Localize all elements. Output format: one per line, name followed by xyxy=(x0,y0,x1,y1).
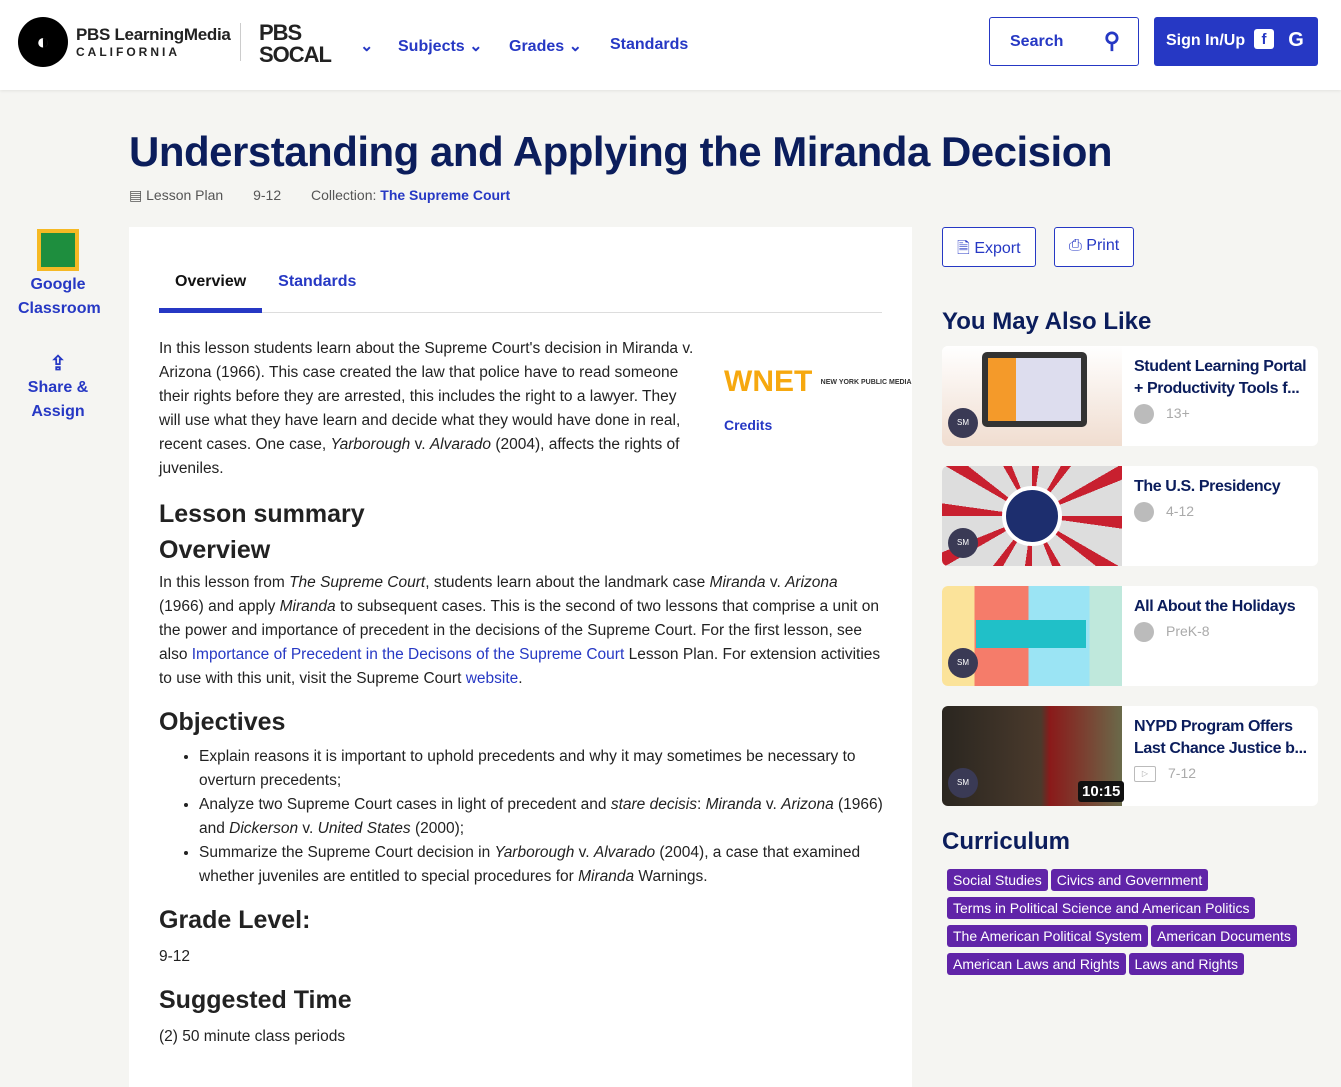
tab-standards[interactable]: Standards xyxy=(278,273,357,290)
grade-range: 7-12 xyxy=(1168,765,1197,781)
text-segment: Arizona xyxy=(781,796,834,813)
text-segment: (1966) and apply xyxy=(159,598,280,615)
text-segment: : xyxy=(697,796,706,813)
text-segment: (1966) and xyxy=(199,796,883,837)
sm-badge-icon: SM xyxy=(948,768,978,798)
station-chevron-icon[interactable]: ⌄ xyxy=(360,38,374,55)
recommendation-text xyxy=(1134,476,1316,521)
pbs-head-icon: ◐ xyxy=(18,17,68,67)
content-tabs xyxy=(159,271,882,313)
video-duration: 10:15 xyxy=(1078,781,1124,802)
search-label: Search xyxy=(1010,33,1064,50)
inline-link[interactable]: website xyxy=(465,670,519,687)
grade-info xyxy=(1134,621,1316,641)
text-segment: to subsequent cases. This is the second of two lessons that comprise a unit on the power and importance of precedent in the decisions of the Supreme Court. For the first lesson, see also xyxy=(159,598,880,663)
curriculum-tag[interactable]: Civics and Government xyxy=(1051,869,1209,891)
text-segment: In this lesson students learn about the Supreme Court's decision in Miranda v. Arizona (1966). This case created the law that police have to read someone their rights before they are arrested, this includes the right to a lawyer. They will use what they have learn and decide what they would have done in real, recent cases. One case, xyxy=(159,340,694,453)
share-icon: ⇪ xyxy=(49,353,67,375)
text-segment: Arizona xyxy=(785,574,838,591)
recommendation-text xyxy=(1134,716,1316,783)
objectives-heading: Objectives xyxy=(159,708,286,736)
grade-range: 13+ xyxy=(1166,405,1190,421)
collection-link[interactable]: The Supreme Court xyxy=(380,187,511,203)
text-segment: v. xyxy=(761,796,782,813)
google-classroom-label: Google Classroom xyxy=(18,276,101,317)
overview-heading: Overview xyxy=(159,536,271,564)
curriculum-tags xyxy=(947,869,1327,981)
export-label: Export xyxy=(974,240,1021,257)
recommendation-text xyxy=(1134,596,1316,641)
station-line1: PBS xyxy=(259,20,302,45)
nav-grades[interactable]: Grades ⌄ xyxy=(509,38,582,55)
sm-badge-icon: SM xyxy=(948,528,978,558)
text-segment: Warnings. xyxy=(634,868,708,885)
text-segment: v. xyxy=(574,844,594,861)
text-segment: Alvarado xyxy=(429,436,492,453)
text-segment: Miranda xyxy=(705,796,762,813)
curriculum-tag[interactable]: Social Studies xyxy=(947,869,1048,891)
search-icon: ⚲ xyxy=(1103,28,1120,53)
curriculum-tag[interactable]: American Laws and Rights xyxy=(947,953,1126,975)
export-button[interactable] xyxy=(942,227,1036,267)
text-segment: Miranda xyxy=(279,598,336,615)
overview-section xyxy=(159,499,884,691)
text-segment: Dickerson xyxy=(229,820,299,837)
grade-section xyxy=(159,905,884,969)
also-like-heading: You May Also Like xyxy=(942,308,1152,335)
facebook-icon: f xyxy=(1254,29,1274,49)
curriculum-tag[interactable]: American Documents xyxy=(1151,925,1297,947)
sm-badge-icon: SM xyxy=(948,408,978,438)
text-segment: Yarborough xyxy=(330,436,411,453)
text-segment: . xyxy=(518,670,523,687)
time-heading: Suggested Time xyxy=(159,986,352,1014)
grade-range: PreK-8 xyxy=(1166,623,1210,639)
text-segment: Yarborough xyxy=(494,844,575,861)
inline-link[interactable]: Importance of Precedent in the Decisons of the Supreme Court xyxy=(191,646,625,663)
grade-range: 9-12 xyxy=(253,187,282,203)
objective-item xyxy=(199,793,884,841)
globe-icon xyxy=(1134,404,1154,424)
recommendation-card[interactable] xyxy=(942,586,1318,686)
time-section xyxy=(159,985,884,1049)
objectives-section xyxy=(159,707,884,889)
page-title: Understanding and Applying the Miranda Decision xyxy=(129,128,1113,175)
globe-icon xyxy=(1134,502,1154,522)
print-button[interactable] xyxy=(1054,227,1134,267)
pbs-socal-logo[interactable] xyxy=(259,22,331,66)
partner-sub: NEW YORK PUBLIC MEDIA xyxy=(820,379,912,387)
sm-badge-icon: SM xyxy=(948,648,978,678)
text-segment: (2004), a case that examined whether juveniles are entitled to special procedures for xyxy=(199,844,861,885)
globe-icon xyxy=(1134,622,1154,642)
nav-label: Subjects xyxy=(398,38,465,55)
recommendation-card[interactable] xyxy=(942,466,1318,566)
recommendation-title[interactable]: All About the Holidays xyxy=(1134,598,1296,615)
video-icon: ▷ xyxy=(1134,766,1156,782)
objectives-list xyxy=(159,745,884,889)
text-segment: v. xyxy=(410,436,430,453)
google-icon: G xyxy=(1288,29,1304,51)
curriculum-tag[interactable]: Terms in Political Science and American Politics xyxy=(947,897,1255,919)
time-value: (2) 50 minute class periods xyxy=(159,1028,346,1045)
word-doc-icon: 🗎 xyxy=(957,240,970,257)
recommendation-text xyxy=(1134,356,1316,423)
recommendation-title[interactable]: NYPD Program Offers Last Chance Justice b... xyxy=(1134,718,1307,757)
resource-type: Lesson Plan xyxy=(146,187,224,203)
text-segment: stare decisis xyxy=(610,796,697,813)
brand-region: CALIFORNIA xyxy=(76,45,180,59)
text-segment: v. xyxy=(298,820,318,837)
sign-in-button[interactable] xyxy=(1154,17,1318,66)
tab-overview[interactable]: Overview xyxy=(159,271,262,313)
collection-label: Collection: xyxy=(311,187,377,203)
text-segment: Explain reasons it is important to uphold precedents and why it may sometimes be necessary to overturn precedents; xyxy=(199,748,856,789)
lesson-plan-icon: ▤ xyxy=(129,187,143,203)
sign-in-label: Sign In/Up xyxy=(1166,32,1246,49)
text-segment: v. xyxy=(765,574,786,591)
print-label: Print xyxy=(1086,237,1120,254)
partner-block xyxy=(724,337,912,481)
text-segment: (2004), affects the rights of juveniles. xyxy=(159,436,680,477)
nav-subjects[interactable]: Subjects ⌄ xyxy=(398,38,483,55)
lesson-content xyxy=(129,227,912,1087)
site-header xyxy=(0,0,1341,90)
curriculum-tag[interactable]: The American Political System xyxy=(947,925,1148,947)
text-segment: Alvarado xyxy=(593,844,656,861)
recommendation-card[interactable] xyxy=(942,346,1318,446)
partner-name: WNET xyxy=(724,365,813,398)
nav-label: Grades xyxy=(509,38,565,55)
overview-text xyxy=(159,571,884,691)
grade-info xyxy=(1134,501,1316,521)
brand-name: PBS LearningMedia xyxy=(76,25,231,44)
recommendation-card[interactable] xyxy=(942,706,1318,806)
objective-item xyxy=(199,841,884,889)
lesson-summary-heading: Lesson summary xyxy=(159,500,365,528)
text-segment: Lesson Plan. For extension activities to use with this unit, visit the Supreme Court xyxy=(159,646,881,687)
pbs-learningmedia-logo[interactable] xyxy=(18,17,231,67)
curriculum-heading: Curriculum xyxy=(942,828,1071,855)
wnet-logo[interactable] xyxy=(724,365,912,399)
recommendation-title[interactable]: Student Learning Portal + Productivity Tools f... xyxy=(1134,358,1307,397)
share-assign-button[interactable] xyxy=(18,352,98,424)
text-segment: Analyze two Supreme Court cases in light of precedent and xyxy=(199,796,611,813)
resource-meta xyxy=(129,187,510,204)
nav-standards[interactable]: Standards xyxy=(610,36,689,53)
intro-text xyxy=(159,337,699,481)
text-segment: Summarize the Supreme Court decision in xyxy=(199,844,495,861)
text-segment: , students learn about the landmark case xyxy=(425,574,710,591)
recommendation-title[interactable]: The U.S. Presidency xyxy=(1134,478,1281,495)
google-classroom-button[interactable] xyxy=(18,229,101,321)
station-line2: SOCAL xyxy=(259,42,331,67)
text-segment: Miranda xyxy=(709,574,766,591)
text-segment: Miranda xyxy=(578,868,635,885)
grade-range: 4-12 xyxy=(1166,503,1195,519)
printer-icon: ⎙ xyxy=(1069,237,1082,254)
text-segment: The Supreme Court xyxy=(289,574,426,591)
text-segment: (2000); xyxy=(410,820,465,837)
divider xyxy=(240,23,241,61)
grade-heading: Grade Level: xyxy=(159,906,311,934)
grade-value: 9-12 xyxy=(159,948,191,965)
share-label: Share & Assign xyxy=(27,379,89,420)
text-segment: United States xyxy=(317,820,411,837)
credits-link[interactable]: Credits xyxy=(724,417,773,433)
google-classroom-icon xyxy=(37,229,79,271)
search-button[interactable] xyxy=(989,17,1139,66)
grade-info xyxy=(1134,763,1316,783)
text-segment: In this lesson from xyxy=(159,574,290,591)
objective-item xyxy=(199,745,884,793)
grade-info xyxy=(1134,403,1316,423)
curriculum-tag[interactable]: Laws and Rights xyxy=(1129,953,1245,975)
intro-row xyxy=(159,337,912,481)
